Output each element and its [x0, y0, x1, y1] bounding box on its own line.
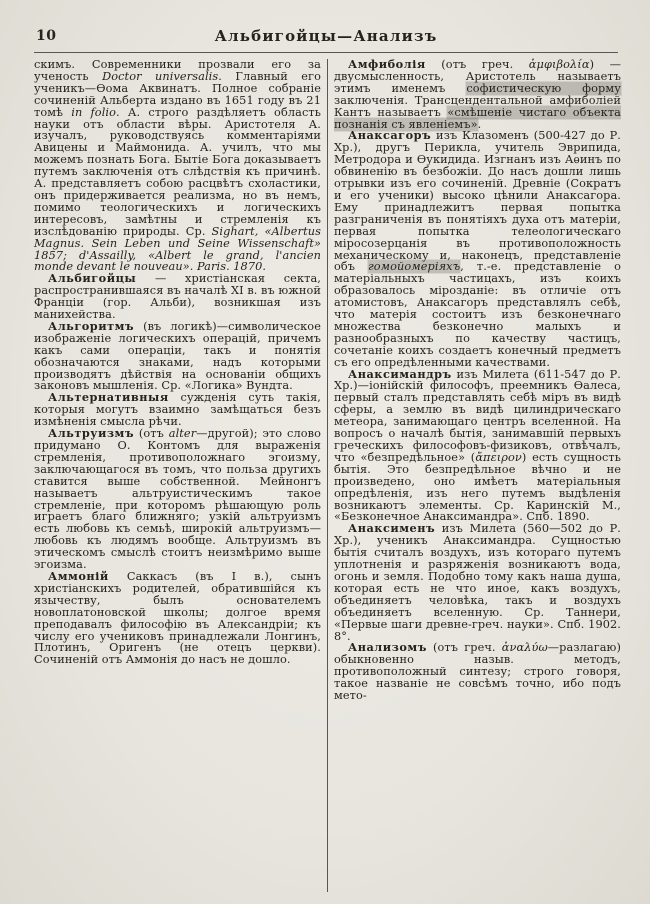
text-run: Саккасъ (въ I в.), сынъ христіанскихъ родителей, обратившійся къ язычеству, былъ основателемъ новоплатоновской школы; долгое время преподавалъ философію въ Александріи; къ числу его учениковъ принадлежали Лонгинъ, Плотинъ, Оригенъ (не отецъ церкви). Сочиненій отъ Аммонія до насъ не дошло. [34, 569, 321, 667]
header-rule [34, 52, 618, 53]
text-run: (въ логикѣ)—символическое изображеніе логическихъ операцій, причемъ какъ сами операціи, такъ и понятія обозначаются знаками, надъ которыми производятъ дѣйствія на основаніи общихъ законовъ мышленія. Ср. «Логика» Вундта. [34, 319, 321, 393]
entry-term: Альтернативныя [48, 390, 169, 405]
italic-text: ἄπειρον [475, 450, 522, 464]
text-run: заключенія. Трансцендентальной амфиболіей Кантъ называетъ [334, 93, 621, 119]
entry-paragraph [334, 59, 621, 130]
entry-term: Альгоритмъ [48, 318, 135, 333]
text-run: ) есть сущность бытія. Это безпредѣльное вѣчно и не произведено, оно имѣетъ матеріальныя опредѣленія, изъ него путемъ выдѣленія возникаютъ элементы. Ср. Каринскій М., «Безконечное Анаксимандра». Спб. 1890. [334, 450, 622, 524]
highlighted-text: гомойомеріяхъ [367, 260, 461, 274]
page-number: 10 [36, 28, 57, 44]
highlighted-text: софистическую форму [466, 81, 621, 95]
text-run: (отъ греч. [425, 58, 529, 71]
text-run: изъ Клазоменъ (500-427 до Р. Хр.), другъ Перикла, учитель Эврипида, Метродора и Ѳукидида. Изгнанъ изъ Аѳинъ по обвиненію въ безбожіи. До насъ дошли лишь отрывки изъ его сочиненій. Древніе (Сократъ и его ученики) высоко цѣнили Анаксагора. Ему принадлежитъ первая попытка разграниченія въ понятіяхъ духа отъ матеріи, первая попытка телеологическаго міросозерцанія въ противоположность механическому и, наконецъ, представленіе объ [334, 129, 621, 274]
text-run: скимъ. Современники прозвали его за ученость [34, 58, 321, 83]
entry-term: Альтруизмъ [48, 426, 135, 441]
page-content [34, 59, 621, 892]
italic-text: ἀμφιβολία [528, 58, 590, 71]
italic-text: ἀναλύω [501, 641, 548, 655]
text-run: . А. строго раздѣляетъ область науки отъ области вѣры. Аристотеля А. изучалъ, руководствуясь комментаріями Авицены и Маймонида. А. училъ, что мы можемъ познать Бога. Бытіе Бога доказываетъ путемъ заключенія отъ слѣдствія къ причинѣ. А. представляетъ собою расцвѣтъ схоластики, онъ придерживается реализма, но въ немъ, помимо теологическихъ и логическихъ интересовъ, замѣтны и стремленія къ изслѣдованію природы. Ср. [34, 105, 321, 238]
entry-term: Анаксагоръ [348, 128, 432, 143]
text-run: —другой); это слово придумано О. Контомъ для выраженія стремленія, противоположнаго эгоизму, заключающагося въ томъ, что польза другихъ ставится выше собственной. Мейнонгъ называетъ альтруистическимъ такое стремленіе, при которомъ рѣшающую роль играетъ благо ближняго; узкій альтруизмъ есть любовь къ семьѣ, широкій альтруизмъ—любовь къ людямъ вообще. Альтруизмъ въ этическомъ смыслѣ стоитъ неизмѣримо выше эгоизма. [34, 427, 322, 572]
text-run: сужденія суть такія, которыя могутъ взаимно замѣщаться безъ измѣненія смысла рѣчи. [34, 391, 321, 429]
column-right [334, 59, 621, 892]
italic-text: alter [168, 427, 197, 441]
column-divider [327, 59, 328, 892]
entry-term: Анаксимандръ [348, 366, 452, 381]
entry-paragraph [334, 366, 622, 524]
text-run: изъ Милета (560—502 до Р. Хр.), ученикъ Анаксимандра. Сущностью бытія считалъ воздухъ, изъ котораго путемъ уплотненія и разряженія возникаютъ вода, огонь и земля. Подобно тому какъ наша душа, которая есть не что иное, какъ воздухъ, объединяетъ человѣка, такъ и воздухъ объединяетъ вселенную. Ср. Таннери, «Первые шаги древне-греч. науки». Спб. 1902. 8°. [334, 522, 621, 643]
text-run: ) — двусмысленность, Аристотель называетъ этимъ именемъ [334, 58, 621, 95]
entry-term: Аммоній [48, 568, 109, 583]
entry-term: Амфиболія [348, 57, 426, 71]
text-run: — христіанская секта, распространившаяся въ началѣ XI в. въ южной Франціи (гор. Альби), возникшая изъ манихейства. [34, 272, 321, 322]
text-run: . Главный его ученикъ—Ѳома Аквинатъ. Полное собраніе сочиненій Альберта издано въ 1651 году въ 21 томѣ [34, 69, 321, 119]
entry-term: Анаксименъ [348, 521, 436, 536]
entry-paragraph [34, 318, 321, 393]
entry-paragraph [334, 523, 621, 642]
entry-paragraph [334, 130, 621, 368]
entry-paragraph [34, 428, 321, 571]
text-run: (отъ [134, 427, 169, 441]
entry-paragraph [34, 568, 321, 667]
italic-text: in folio [71, 105, 117, 119]
column-left [34, 59, 321, 892]
text-run: . [477, 117, 482, 131]
text-run: изъ Милета (611-547 до Р. Хр.)—іонійскій философъ, преемникъ Ѳалеса, первый сталъ представлять себѣ міръ въ видѣ сферы, а землю въ видѣ цилиндрическаго метеора, занимающаго центръ вселенной. На вопросъ о началѣ бытія, занимавшій первыхъ греческихъ философовъ-физиковъ, отвѣчалъ, что «безпредѣльное» ( [334, 367, 621, 464]
page-header [34, 26, 618, 48]
text-run: (отъ греч. [426, 641, 502, 655]
highlighted-text: «смѣшеніе чистаго объекта познанія съ явленіемъ» [334, 105, 621, 131]
entry-term: Альбигойцы [48, 271, 137, 286]
italic-text: Sighart, «Albertus Magnus. Sein Leben und Seine Wissenschaft» 1857; d'Assailly, «Albert le grand, l'ancien monde devant le nouveau». Paris. 1870. [34, 224, 321, 274]
running-title: Альбигойцы—Анализъ [214, 27, 438, 45]
entry-term: Анализомъ [348, 640, 427, 655]
entry-paragraph [334, 642, 621, 702]
italic-text: Doctor universalis [102, 69, 219, 83]
entry-paragraph [34, 59, 321, 273]
entry-paragraph [34, 273, 321, 321]
text-run: —разлагаю) обыкновенно назыв. методъ, противоположный синтезу; строго говоря, такое названіе не совсѣмъ точно, ибо подъ мето- [334, 641, 621, 703]
entry-paragraph [34, 392, 321, 428]
text-run: , т.-е. представленіе о матеріальныхъ частицахъ, изъ коихъ образовалось мірозданіе: въ отличіе отъ атомистовъ, Анаксагоръ представлялъ себѣ, что матерія состоитъ изъ безконечнаго множества безконечно малыхъ и разнообразныхъ по качеству частицъ, сочетаніе коихъ создаетъ конечный предметъ съ его опредѣленными качествами. [334, 260, 621, 369]
